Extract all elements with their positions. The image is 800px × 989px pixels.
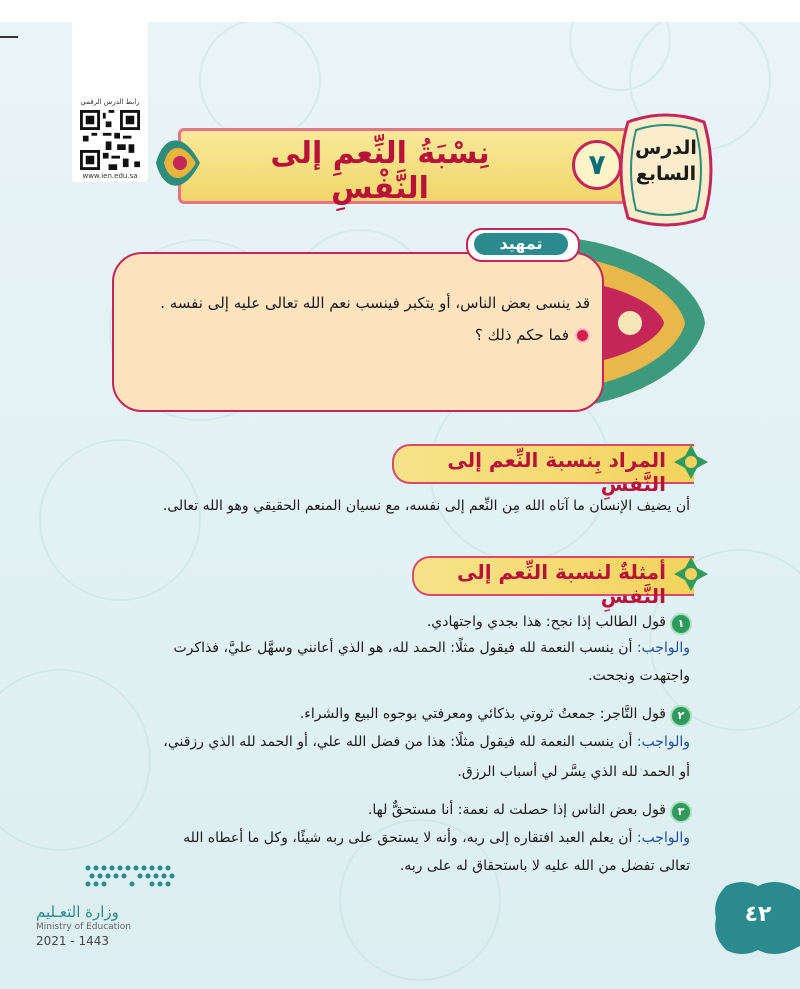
- ministry-name-ar: وزارة التعـليم: [36, 903, 119, 921]
- example-quote: قول بعض الناس إذا حصلت له نعمة: أنا مستحقٌّ لها.: [367, 802, 666, 818]
- qr-card[interactable]: [72, 22, 148, 182]
- intro-text: قد ينسى بعض الناس، أو يتكبر فينسب نعم الله تعالى عليه إلى نفسه .: [160, 294, 590, 312]
- ministry-name-en: Ministry of Education: [36, 922, 131, 932]
- lesson-number: ٧: [572, 140, 622, 190]
- example-duty: [100, 732, 690, 752]
- example-duty: [100, 638, 690, 658]
- crop-mark: [0, 36, 18, 38]
- example-quote: قول التَّاجر: جمعتُ ثروتي بذكائي ومعرفتي بوجوه البيع والشراء.: [299, 706, 666, 722]
- section1-text: أن يضيف الإنسان ما آتاه الله مِن النِّعم إلى نفسه، مع نسيان المنعم الحقيقي وهو الله تعالى.: [162, 498, 690, 514]
- section1-title: المراد بِنسبة النِّعم إلى النَّفسِ: [447, 448, 666, 496]
- qr-label: رابط الدرس الرقمي: [80, 98, 140, 106]
- duty-text: أن ينسب النعمة لله فيقول مثلًا: الحمد لله، هو الذي أعانني وسهَّل عليَّ، فذاكرت: [173, 640, 633, 656]
- example-quote: قول الطالب إذا نجح: هذا بجدي واجتهادي.: [426, 614, 666, 630]
- duty-text: أن ينسب النعمة لله فيقول مثلًا: هذا من فضل الله علي، أو الحمد لله الذي رزقني،: [163, 734, 633, 750]
- lesson-badge-ordinal: السابع: [635, 163, 697, 185]
- top-margin: [0, 0, 800, 22]
- edition-year: 2021 - 1443: [36, 934, 110, 948]
- duty-text: أن يعلم العبد افتقاره إلى ربه، وأنه لا يستحق على ربه شيئًا، وكل ما أعطاه الله: [183, 830, 633, 846]
- section2-title: أمثلةٌ لنسبة النِّعم إلى النَّفسِ: [456, 560, 666, 608]
- ministry-logo-icon: [82, 860, 178, 890]
- duty-label: والواجب:: [636, 830, 690, 846]
- page-number: ٤٢: [744, 902, 772, 927]
- intro-question: [132, 326, 590, 344]
- bullet-icon: [575, 328, 590, 343]
- intro-question-text: فما حكم ذلك ؟: [474, 326, 569, 344]
- section-emblem-icon: [672, 555, 710, 593]
- duty-label: والواجب:: [636, 640, 690, 656]
- lesson-badge-label: الدرس: [635, 137, 697, 159]
- item-number-badge: ١: [670, 613, 692, 635]
- section-emblem-icon: [672, 443, 710, 481]
- example-duty-continued: أو الحمد لله الذي يسَّر لي أسباب الرزق.: [457, 764, 690, 780]
- duty-label: والواجب:: [636, 734, 690, 750]
- example-duty: [100, 828, 690, 848]
- item-number-badge: ٢: [670, 705, 692, 727]
- qr-code-icon[interactable]: [80, 110, 140, 170]
- qr-url[interactable]: www.ien.edu.sa: [82, 172, 138, 180]
- banner-ornament-icon: [152, 118, 202, 208]
- lesson-title: نِسْبَةُ النِّعمِ إلى النَّفْسِ: [270, 136, 490, 206]
- example-duty-continued: واجتهدت ونجحت.: [588, 668, 690, 684]
- example-duty-continued: تعالى تفضل من الله عليه لا باستحقاق له على ربه.: [399, 858, 690, 874]
- item-number-badge: ٣: [670, 801, 692, 823]
- intro-tag: تمهيد: [474, 233, 568, 255]
